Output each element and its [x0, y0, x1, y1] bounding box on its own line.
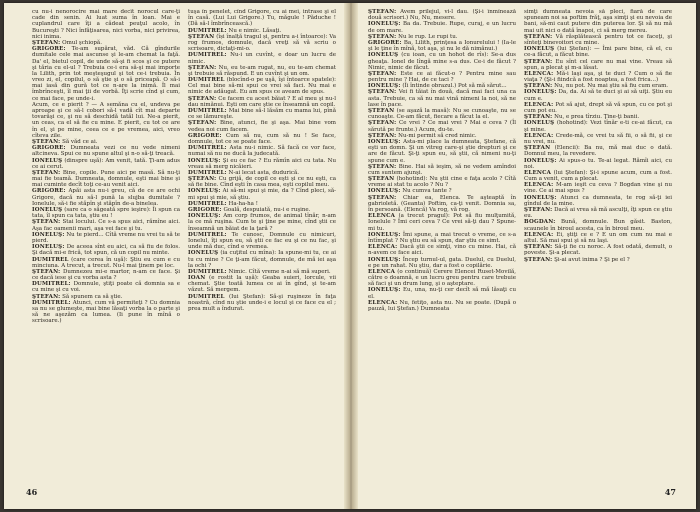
- dialogue-text: Ce facem cu acest băiat ? E al meu şi nu-l dau nimănui. Eşti om care ştie ce înseamnă un copil.: [188, 95, 336, 108]
- dialogue-text: Goală, despuiată, nu-i e ruşine.: [223, 207, 311, 213]
- speaker-name: ELENCA:: [524, 132, 554, 139]
- speaker-name: DUMITREL:: [188, 52, 227, 59]
- dialogue-line: [368, 213, 516, 232]
- speaker-name: ELENCA:: [368, 244, 398, 251]
- speaker-name: ŞTEFAN:: [32, 169, 61, 176]
- speaker-name: ŞTEFAN: [368, 176, 395, 183]
- speaker-name: ELENCA: [524, 169, 552, 176]
- dialogue-text: Ai să-mi spui şi mie, da ? Cînd pleci, să-mi spui şi mie, să ştiu.: [188, 188, 336, 201]
- dialogue-text: Nu, eu te-am rugat, nu, eu te-am chemat şi trebuie să răspund. E un cuvînt şi un om.: [188, 64, 336, 77]
- dialogue-text: M-am ieşit cu ceva ? Bogdan vine şi nu vine. Ce ai mai spus ?: [524, 182, 672, 195]
- left-page: [4, 3, 344, 509]
- speaker-name: IONELUŞ: [524, 46, 555, 53]
- dialogue-text: Şi-ai avut inima ? Şi pe el ?: [554, 256, 630, 263]
- dialogue-text: (ia cuţitul cu mîna): Ia spune-mi tu, ce ai tu cu mine ? Ce ţi-am făcut, domnule, de mă iei aşa la ochi ?: [188, 250, 336, 269]
- speaker-name: IONELUŞ:: [524, 89, 557, 96]
- dialogue-text: Ei, ştiţi ce e ? E un om cum nu mai e altul. Să mai spui şi să nu laşi.: [524, 231, 672, 244]
- page-number-left: 46: [26, 487, 38, 497]
- speaker-name: ŞTEFAN: [368, 108, 395, 114]
- dialogue-line: [188, 176, 336, 188]
- dialogue-line: [32, 269, 180, 281]
- dialogue-text: (blocînd-o pe uşă, îşi întoarce spatele): Cel mai bine să-mi spui ce vrei să faci. Nu mai e nimic de adăugat. Eu am spus ce aveam de spus.: [188, 77, 336, 96]
- speaker-name: IONELUŞ: [32, 207, 63, 213]
- speaker-name: IONELUŞ:: [368, 21, 401, 28]
- speaker-name: ŞTEFAN:: [188, 176, 217, 183]
- dialogue-line: [32, 188, 180, 207]
- dialogue-text: Eu sînt cel care nu mai vine. Vreau să spun, a plecat şi m-a lăsat.: [524, 58, 672, 71]
- dialogue-line: [368, 195, 516, 214]
- dialogue-line: [32, 170, 180, 189]
- dialogue-text: Nu, fetiţo, asta nu. Nu se poate. (După o pauză, lui Ştefan.) Dumneata: [368, 299, 516, 312]
- speaker-name: DUMITREL:: [188, 108, 227, 114]
- dialogue-text: Omul şchiopă.: [62, 39, 102, 46]
- speaker-name: ELENCA:: [368, 299, 398, 306]
- speaker-name: ŞTEFAN:: [188, 64, 217, 71]
- dialogue-line: [524, 232, 672, 244]
- dialogue-line: [188, 158, 336, 170]
- dialogue-text: Asta nu-i nimic. Să facă ce vor face, numai să nu ne ducă la judecată.: [188, 145, 336, 158]
- speaker-name: ŞTEFAN:: [368, 132, 397, 139]
- speaker-name: GRIGORE:: [32, 188, 66, 195]
- dialogue-line: [32, 281, 180, 293]
- dialogue-line: [188, 96, 336, 108]
- speaker-name: DUMITREL:: [188, 27, 227, 34]
- dialogue-line: [32, 257, 180, 269]
- speaker-name: IONELUŞ: [32, 157, 63, 164]
- speaker-name: ELENCA: [368, 268, 396, 275]
- dialogue-text: Ai spus-o tu. Te-ai legat. Rămîi aici, cu noi.: [524, 157, 672, 170]
- dialogue-text: Ba da. Trebuie. Rupe, curaj, e un lucru de om mare.: [368, 21, 516, 34]
- speaker-name: GRIGORE:: [188, 207, 222, 213]
- dialogue-line: [188, 213, 336, 232]
- dialogue-text: Crede-mă, ce vrei tu să fii, o să fii, şi ce nu vrei, nu.: [524, 132, 672, 145]
- dialogue-text: Asta-mi place la dumneata, Ştefane, că eşti un domn. Şi un vitreg care-şi ştie drepturi şi ce are de făcut. Şi-ţi spun eu, să ştii, că nimeni nu-ţi spune cum e.: [368, 138, 516, 164]
- speaker-name: DUMITREL:: [188, 169, 227, 176]
- dialogue-line: [188, 145, 336, 157]
- dialogue-text: tuşa în penelet, cînd Grigore, cu ai mei, intrase şi el în casă. (Lui Lui Grigore.) Tu, măgule ! Păduche ! (Dă să-l îmbrîncească.): [188, 9, 336, 28]
- dialogue-text: Îmi spune, a mai trecut o vreme, ce s-a întîmplat ? Nu ştiu eu să spun, dar ştiu ce simt.: [368, 231, 516, 244]
- dialogue-text: (lui Ştefan): — Îmi pare bine, că el, cu ce-a făcut, a făcut bine.: [524, 46, 672, 59]
- dialogue-line: [524, 133, 672, 145]
- speaker-name: DUMITREL:: [188, 231, 227, 238]
- speaker-name: DUMITREL: [188, 77, 225, 84]
- dialogue-line: [188, 65, 336, 77]
- dialogue-text: Este ce ai făcut-o ? Pentru mine sau pentru mine ? Hai, de ce taci ?: [368, 70, 516, 84]
- dialogue-text: Bine, atunci, fie şi aşa. Mai bine vom vedea noi cum facem.: [188, 120, 336, 133]
- dialogue-text: Cu grijă, de copil ce eşti şi ce nu eşti, ca să fie bine. Cînd eşti în casa mea, eşti copilul meu.: [188, 176, 336, 189]
- speaker-name: IONELUŞ:: [368, 188, 401, 195]
- speaker-name: GRIGORE:: [32, 46, 66, 53]
- dialogue-line: [32, 46, 180, 102]
- speaker-name: ELENCA: [368, 213, 396, 220]
- dialogue-text: Bună, domnule. Bun găsit. Baston, scaunele în biroul acesta, ca în biroul meu.: [524, 219, 672, 232]
- dialogue-line: [188, 232, 336, 251]
- speaker-name: ŞTEFAN:: [368, 70, 397, 77]
- speaker-name: ŞTEFAN:: [32, 268, 61, 275]
- dialogue-line: [524, 9, 672, 34]
- page-number-right: 47: [664, 487, 676, 497]
- speaker-name: BOGDAN:: [524, 219, 556, 226]
- dialogue-text: Şi eu ce fac ? Eu rămîn aici cu tata. Nu vreau să merg nicăieri.: [188, 157, 336, 170]
- speaker-name: ŞTEFAN:: [368, 120, 397, 127]
- dialogue-text: Vei fi tăiat în două, dacă mai faci una ca asta. Trebuie, ca să nu mai vină nimeni la noi, să ne lase în pace.: [368, 89, 516, 108]
- speaker-name: IONELUŞ:: [188, 157, 221, 164]
- speaker-name: ŞTEFAN:: [32, 39, 61, 46]
- dialogue-text: (e rostit la ușă): Geaba suieri, lorcule, vii chemat. Ştie toată lumea ce ai în gînd, şi te-am văzut. Să mergem.: [188, 275, 336, 294]
- speaker-name: DUMITREL: [32, 256, 69, 263]
- dialogue-text: (o continuă) Cerere Elencei Ruset-Movilă, către o doamnă, e un lucru greu pentru care trebuie să faci şi un drum lung, şi o aşteptare.: [368, 268, 516, 288]
- speaker-name: DUMITREL:: [32, 281, 71, 288]
- dialogue-line: [368, 108, 516, 120]
- speaker-name: IONELUŞ:: [368, 83, 401, 90]
- book-gutter: [344, 3, 358, 509]
- dialogue-line: [524, 71, 672, 83]
- speaker-name: IONELUŞ:: [32, 244, 65, 251]
- speaker-name: IONELUŞ:: [188, 188, 221, 195]
- dialogue-text: Nu-i un cuvînt, e doar un lucru de nimic.: [188, 52, 336, 65]
- dialogue-text: Nu, nu pot. Nu mai ştiu să fiu cum eram.: [554, 83, 669, 90]
- dialogue-line: [524, 219, 672, 231]
- speaker-name: IOAN: [188, 275, 206, 282]
- dialogue-line: [368, 244, 516, 256]
- open-book: [4, 3, 696, 509]
- dialogue-text: Să-ţi fie cu noroc. A fost odată, demult, o poveste. Şi-a plecat.: [524, 244, 672, 257]
- dialogue-line: [524, 158, 672, 170]
- speaker-name: DUMITREL:: [188, 200, 227, 207]
- dialogue-text: (hohotind): Nu ştii cine e faţa acolo ? Cîtă vreme ai stat tu acolo ? Nu ?: [368, 176, 516, 189]
- dialogue-line: [188, 275, 336, 294]
- dialogue-text: simţi dumneata nevoia să pleci, fiară de care spuneam noi sa poftim frăţ, aşa simţi şi eu nevoia de bani, să-mi caut putere din puterea lor. Şi să nu mă mai uit nici o dată înapoi, ci să merg mereu.: [524, 9, 672, 34]
- speaker-name: ŞTEFAN:: [524, 244, 553, 251]
- dialogue-text: Nu cumva tante ?: [402, 188, 452, 195]
- dialogue-line: [188, 250, 336, 269]
- dialogue-line: [368, 164, 516, 176]
- dialogue-line: [32, 300, 180, 325]
- dialogue-text: (Elencii): Ba nu, mă mai duc o dată. Domnul meu, la revedere.: [524, 145, 672, 158]
- dialogue-line: [368, 21, 516, 33]
- dialogue-line: [188, 120, 336, 132]
- dialogue-text: Acum, ce e pierit ? — A semăna cu el, undeva pe aproape şi ce să-l cobori să-l vadă cît mai departe tovarăşi ce, şi nu să deschidă tatăl lui. Ne-a pierit, un ceas, ca el să fie cu mine. E pierit, cu tot ce are în el, şi pe mine, ceea ce e pe vremea, aici, vreo cîteva zile.: [32, 101, 180, 139]
- speaker-name: ŞTEFAN:: [368, 9, 397, 15]
- dialogue-line: [32, 102, 180, 139]
- speaker-name: ŞTEFAN:: [32, 293, 61, 300]
- dialogue-text: Dumneata vezi ce nu vede nimeni altcineva. Spui ce nu spune altul şi n-o să-ţi treacă.: [32, 145, 180, 158]
- dialogue-line: [188, 108, 336, 120]
- dialogue-line: [524, 120, 672, 132]
- dialogue-line: [524, 257, 672, 263]
- speaker-name: ELENCA:: [524, 101, 554, 108]
- dialogue-line: [368, 52, 516, 71]
- dialogue-line: [32, 232, 180, 244]
- left-page-column-2: [188, 9, 336, 483]
- speaker-name: ŞTEFAN:: [524, 83, 553, 90]
- speaker-name: DUMITREL: [188, 293, 225, 300]
- dialogue-text: Stai locului. Ce s-a spus aici, rămîne aici. Aşa fac oamenii mari, aşa vei face şi tu.: [32, 219, 180, 232]
- dialogue-text: Dumnezeu mi-e martor, n-am ce face. Şi ce dacă iese şi cu vorba asta ?: [32, 268, 180, 282]
- dialogue-text: De aceea sînt eu aici, ca să fiu de folos. Şi dacă mi-e frică, tot spun, că un copil nu minte.: [32, 244, 180, 257]
- dialogue-line: [32, 158, 180, 170]
- dialogue-line: [368, 9, 516, 21]
- dialogue-text: (hohotind): Vezi tînăr e-ti ce-ai făcut, ca şi mine.: [524, 120, 672, 133]
- speaker-name: ELENCA:: [524, 70, 554, 77]
- dialogue-line: [524, 182, 672, 194]
- speaker-name: ŞTEFAN:: [524, 33, 553, 40]
- dialogue-text: (Îi întinde obrazul.) Pot să mă sărut...: [402, 83, 507, 90]
- dialogue-line: [32, 207, 180, 219]
- dialogue-line: [368, 120, 516, 132]
- dialogue-line: [32, 145, 180, 157]
- dialogue-line: [524, 46, 672, 58]
- speaker-name: ŞTEFAN: [524, 145, 551, 152]
- dialogue-line: [524, 59, 672, 71]
- dialogue-line: [524, 195, 672, 207]
- speaker-name: IONELUŞ:: [368, 287, 401, 294]
- speaker-name: ŞTEFAN:: [368, 33, 397, 40]
- dialogue-line: [368, 176, 516, 188]
- dialogue-line: [368, 287, 516, 299]
- dialogue-text: Încep turnul-ul, gata. Duelul, cu Duelul, e pe un rahat. Nu ştiu, dar a fost o copilărie.: [368, 256, 516, 269]
- dialogue-text: Ba, Lilith, prinţesa a Ionurelului ! (Ia-le şi le ţine în mînă, tot aşa, şi nu le dă nimănui.): [368, 39, 516, 53]
- dialogue-text: Ce vrei ? Ce mai vrei ? Mai e ceva ? (Îl sărută pe frunte.) Acum, du-te.: [368, 120, 516, 133]
- dialogue-line: [368, 300, 516, 312]
- dialogue-line: [32, 219, 180, 231]
- dialogue-line: [524, 170, 672, 182]
- dialogue-text: (Iui Ştefan): Să-şi ruşineze în faţa noastră, cînd nu ştie unde-i e locul şi ce face cu el ; prea mult a îndurat.: [188, 293, 336, 312]
- speaker-name: IONELUŞ:: [32, 231, 65, 238]
- speaker-name: IONELUŞ:: [188, 213, 221, 220]
- dialogue-text: Nu e nimic. Lăsaţi.: [228, 27, 282, 34]
- speaker-name: ŞTEFAN:: [32, 219, 61, 226]
- dialogue-line: [32, 244, 180, 256]
- dialogue-text: (dinspre uşă): Am venit, tată. Ţi-am adus ce ai cerut.: [32, 157, 180, 170]
- dialogue-line: [32, 9, 180, 40]
- dialogue-text: Am corp frumos, de animal tînăr, n-am la ce mă ruşina. Cum te şi ţine pe mine, cînd ştii ce înseamnă un băiat de la ţară ?: [188, 213, 336, 232]
- speaker-name: ŞTEFAN:: [368, 194, 397, 201]
- dialogue-line: [524, 145, 672, 157]
- dialogue-text: Nu te pierd... Cîtă vreme nu vrei tu să te pierd.: [32, 231, 180, 244]
- dialogue-text: Să spunem ca să ştie.: [62, 293, 123, 300]
- speaker-name: ELENCA:: [524, 231, 554, 238]
- dialogue-text: Te-am supărat, văd. Că gîndurile dumitale cele mai ascunse şi le-am chemat la faţă. Da' el, bietul copil, de unde să-şi fi scos şi ce putere şi tăria cu el-ul ? Trebuia ce-i era să-şi mai importe la Lilith, prin tot meşteşugul şi tot ce-i trebuia. În vreo zi, el, copilul, o să ştie şi o să priceapă. O să-i mai iasă din gură tot ce n-are la inimă. Îl mai îmbrînceşti, îl mai ţii de vorbă. Îţi scrie cînd şi cum, ce mai face, pe unde-i.: [32, 46, 180, 102]
- dialogue-text: Pot să ajut, drept să vă spun, cu ce pot şi cum pot eu.: [524, 101, 672, 114]
- dialogue-line: [188, 52, 336, 64]
- dialogue-text: cu nu-i nenorocire mai mare decît norocul care-ţi cade din senin. Ai luat suma în loan. Mai e cuplandrul care îţi a cădeat peuţul acolo, în Bucureşti ? Nici înfăţisarea, nici vorba, nici privirea, nici inima.: [32, 9, 180, 40]
- speaker-name: ŞTEFAN: [188, 33, 215, 40]
- right-page-column-1: [368, 9, 516, 483]
- speaker-name: IONELUŞ:: [368, 138, 401, 145]
- dialogue-line: [188, 188, 336, 200]
- dialogue-text: (lui Ştefan): Şi-i spune acum, cum a fost. Cum a venit, cum a plecat.: [524, 169, 672, 183]
- dialogue-line: [524, 102, 672, 114]
- speaker-name: ELENCA:: [524, 182, 554, 189]
- dialogue-line: [368, 232, 516, 244]
- speaker-name: ŞTEFAN:: [524, 207, 553, 213]
- dialogue-line: [368, 71, 516, 83]
- dialogue-text: Te cunosc, Domnule cu nimicuri, Ionelul, îţi spun eu, să ştii ce fac eu şi ce nu fac, şi unde mă duc, cînd e vremea.: [188, 231, 336, 251]
- dialogue-text: Da, da. Ai să te duci şi ai să uiţi. Ştiu eu cum e.: [524, 89, 672, 102]
- dialogue-text: Apăi asta nu-i greu, că de ce are ochi Grigore, dacă nu să-l pună la slujba dumitale ? Ionelule, să-i fie stăpîn şi stăpîn de-a binelea.: [32, 188, 180, 207]
- dialogue-line: [524, 34, 672, 46]
- speaker-name: IONELUŞ:: [368, 231, 401, 238]
- speaker-name: IONELUŞ: [188, 250, 219, 257]
- dialogue-text: Mă-i laşi aşa, şi te duci ? Cum o să fie viaţa ? (Şi-i fiindcă a fost noaptea, a fost frica...): [524, 70, 672, 84]
- speaker-name: ŞTEFAN:: [368, 89, 397, 96]
- dialogue-text: Domnule, ştiţi poate că domnia sa e cu mine şi cu voi.: [32, 281, 180, 294]
- speaker-name: ŞTEFAN:: [188, 95, 217, 102]
- dialogue-text: Nu, e prea tîrziu. Ţine-ţi banii.: [554, 114, 640, 121]
- speaker-name: GRIGORE:: [368, 39, 402, 46]
- speaker-name: DUMITREL:: [188, 145, 227, 152]
- dialogue-text: (sare ca o săgeată spre ieşire): Îi spun ca tata, îl spun ca tata, ştiu eu !: [32, 207, 180, 220]
- dialogue-line: [524, 244, 672, 256]
- dialogue-line: [188, 133, 336, 145]
- speaker-name: ŞTEFAN:: [188, 120, 217, 127]
- speaker-name: IONELUŞ:: [524, 157, 557, 164]
- speaker-name: IONELUŞ:: [368, 256, 401, 263]
- dialogue-line: [368, 40, 516, 52]
- speaker-name: IONELUŞ: [524, 120, 555, 127]
- dialogue-text: (a trecut pragul): Pot să fiu mulţumită, Ionelule ? Îmi ceri ceva ? Ce vrei să-ţi dau ? Spune-mi tu.: [368, 213, 516, 232]
- dialogue-line: [188, 34, 336, 53]
- speaker-name: DUMITREL:: [188, 268, 227, 275]
- dialogue-line: [368, 257, 516, 269]
- speaker-name: ŞTEFAN:: [32, 138, 61, 145]
- dialogue-text: Cum să nu, cum să nu ! Se face, domnule, tot ce se poate face.: [188, 132, 336, 145]
- dialogue-text: Dacă ai vrea să mă asculţi, îţi spun ce ştiu eu.: [524, 207, 672, 220]
- dialogue-text: Atunci ca dumneata, te rog să-ţi iei gîndul de la mine.: [524, 194, 672, 207]
- dialogue-text: Atunci, cum vă permiteţi ? Cu domnia sa nu se glumeşte, mai bine lăsaţi vorba la o parte şi să ne aşezăm ca lumea. (Ii pune în mînă o scrisoare.): [32, 299, 180, 325]
- dialogue-text: Chiar ea, Elenca. Te aşteaptă în gabrioletă. (Geanta) Poftim, ca-ţi venit. Domnia sa, în persoană. (Elencă) Va rog, vă rog.: [368, 194, 516, 213]
- speaker-name: ŞTEFAN:: [524, 256, 553, 263]
- dialogue-line: [188, 77, 336, 96]
- dialogue-text: Nu-mi permit să cred nimic.: [398, 132, 477, 139]
- dialogue-text: Să văd ce ai.: [62, 138, 98, 145]
- dialogue-text: Mai bine să-l lăsăm cu mama lui, pînă ce se lămureşte.: [188, 108, 336, 121]
- dialogue-line: [368, 89, 516, 108]
- speaker-name: GRIGORE:: [188, 132, 222, 139]
- dialogue-text: Nimic. Cîtă vreme n-ai să mă superi.: [228, 268, 331, 275]
- dialogue-line: [188, 294, 336, 313]
- dialogue-text: Dacă ştii ce simţi, vino cu mine. Hai, că n-avem ce face aici.: [368, 244, 516, 257]
- dialogue-line: [368, 269, 516, 288]
- dialogue-text: (care cerea în uşă): Ştiu eu cum e cu minciuna. A trecut, a trecut. Nu-l mai ţinem pe loc.: [32, 256, 180, 269]
- speaker-name: DUMITREL:: [32, 299, 71, 306]
- dialogue-line: [524, 89, 672, 101]
- speaker-name: IONELUŞ: [368, 52, 399, 59]
- speaker-name: GRIGORE:: [32, 145, 66, 152]
- dialogue-line: [524, 207, 672, 219]
- dialogue-text: (cu ioan, cu un hohot de rîs): Se-a dus gheaţa. Ionel de lîngă mine s-a dus. Ce-i de făcut ? Nimic, nimic de făcut.: [368, 52, 516, 71]
- dialogue-line: [188, 9, 336, 28]
- dialogue-text: (își înalță tragul și, pentru a-i întoarce): Va rog frumos, domnule, dacă vreţi să vă scriu o scrisoare, dictaţi-mi-o.: [188, 33, 336, 53]
- speaker-name: ŞTEFAN:: [524, 114, 553, 121]
- dialogue-text: Bine. Hai să ieşim, să ne vedem amîndoi cum suntem ajunşi.: [368, 163, 516, 176]
- dialogue-text: Vă răsplătească pentru tot ce faceţi, şi sînteţi binevoitori cu mine.: [524, 33, 672, 46]
- dialogue-text: Nu le rup. Le rupi tu.: [398, 33, 458, 40]
- left-page-column-1: [32, 9, 180, 483]
- dialogue-text: Bine, copile. Pune aici pe masă. Să nu-ţi mai fie teamă. Dumneata, domnule, eşti mai bine şi mai cuminte decît toţi ce-au venit aici.: [32, 169, 180, 189]
- dialogue-line: [368, 139, 516, 164]
- dialogue-text: Avem prilejul, vi-l dau. (Şi-i înmînează două scrisori.) Nu, Nu, mesere.: [368, 9, 516, 22]
- right-page-column-2: [524, 9, 672, 483]
- dialogue-text: (se aşază la masă): Nu se cunoaşte, nu se cunoaşte. Ce-am făcut, fiecare a făcut la el.: [368, 108, 516, 121]
- speaker-name: IONELUŞ:: [524, 194, 557, 201]
- dialogue-text: N-ai lecat asta, dudurică.: [228, 169, 300, 176]
- dialogue-text: Eu, una, nu-ţi cer decît să mă lăsaţi cu el.: [368, 287, 516, 300]
- right-page: [358, 3, 696, 509]
- speaker-name: ŞTEFAN:: [368, 163, 397, 170]
- dialogue-text: Ha-ha-ha !: [228, 200, 258, 207]
- speaker-name: ŞTEFAN:: [524, 58, 553, 65]
